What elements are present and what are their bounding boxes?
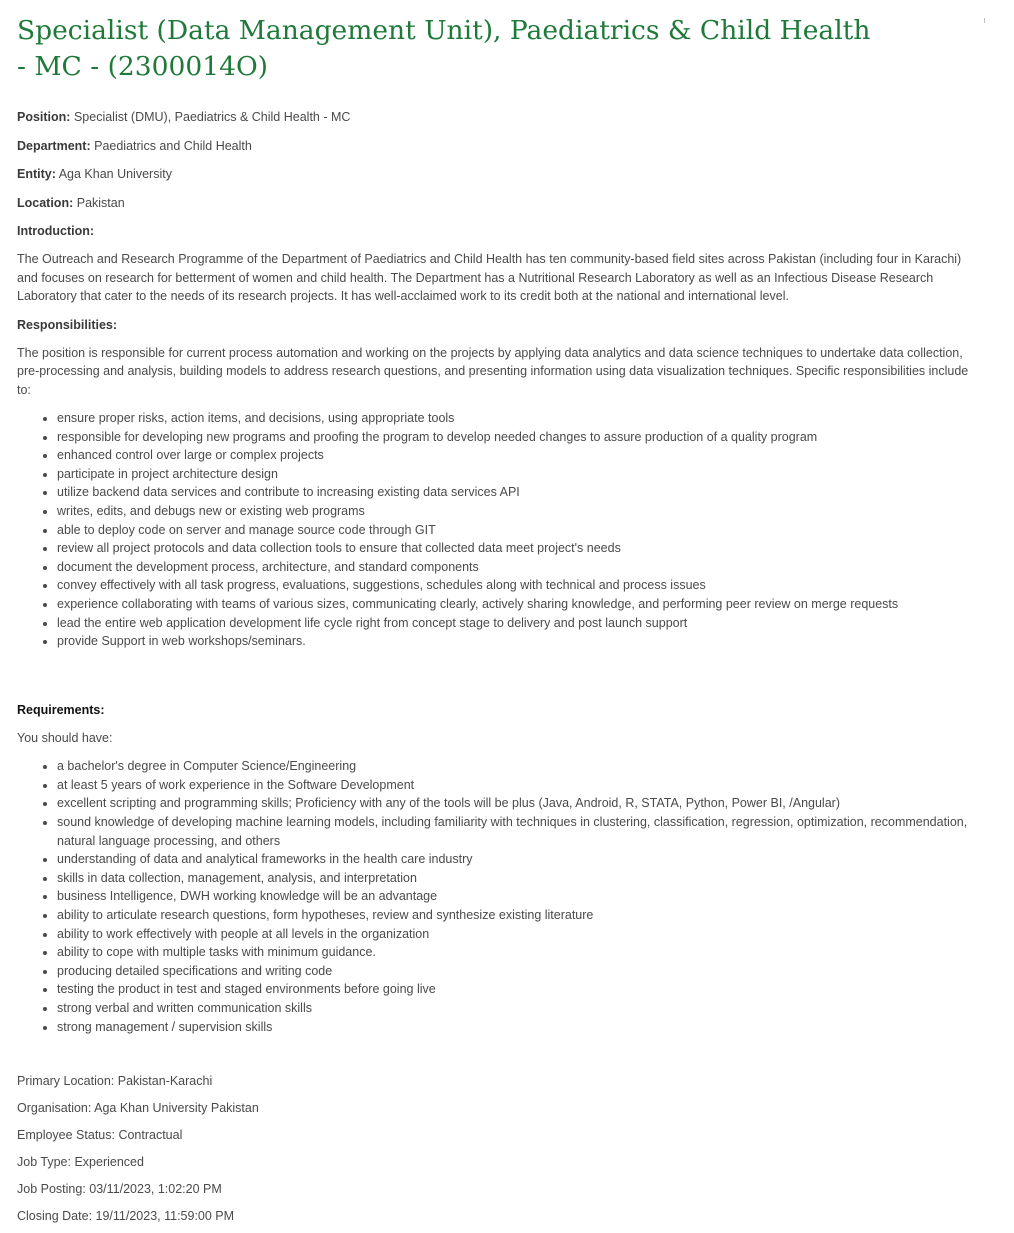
position-value: Specialist (DMU), Paediatrics & Child Health - MC bbox=[73, 110, 351, 124]
requirements-heading: Requirements: bbox=[17, 702, 105, 717]
list-item: • skills in data collection, management, analysis, and interpretation bbox=[57, 869, 982, 888]
list-item: • experience collaborating with teams of various sizes, communicating clearly, actively sharing knowledge, and performing peer review on merge requests bbox=[57, 595, 982, 614]
list-item: • writes, edits, and debugs new or existing web programs bbox=[57, 502, 982, 521]
organisation: Organisation: Aga Khan University Pakistan bbox=[17, 1101, 259, 1116]
list-item: • ability to articulate research questions, form hypotheses, review and synthesize existing literature bbox=[57, 906, 982, 925]
list-item: • business Intelligence, DWH working knowledge will be an advantage bbox=[57, 887, 982, 906]
scroll-marker bbox=[984, 18, 985, 23]
list-item: • ensure proper risks, action items, and decisions, using appropriate tools bbox=[57, 409, 982, 428]
position-field bbox=[17, 108, 982, 126]
list-item: • able to deploy code on server and manage source code through GIT bbox=[57, 521, 982, 540]
list-item: • provide Support in web workshops/seminars. bbox=[57, 632, 982, 651]
list-item: • strong management / supervision skills bbox=[57, 1018, 982, 1037]
responsibilities-list bbox=[17, 409, 982, 651]
responsibilities-heading: Responsibilities: bbox=[17, 317, 118, 332]
job-title: Specialist (Data Management Unit), Paediatrics & Child Health - MC - (2300014O) bbox=[17, 15, 871, 82]
list-item: • enhanced control over large or complex projects bbox=[57, 446, 982, 465]
job-posting-date: Job Posting: 03/11/2023, 1:02:20 PM bbox=[17, 1182, 222, 1197]
department-value: Paediatrics and Child Health bbox=[94, 138, 252, 153]
list-item: • excellent scripting and programming skills; Proficiency with any of the tools will be plus (Java, Android, R, STATA, Python, Power BI, /Angular) bbox=[57, 794, 982, 813]
primary-location: Primary Location: Pakistan-Karachi bbox=[17, 1074, 213, 1089]
list-item: • at least 5 years of work experience in the Software Development bbox=[57, 776, 982, 795]
list-item: • participate in project architecture design bbox=[57, 465, 982, 484]
list-item: • ability to work effectively with people at all levels in the organization bbox=[57, 925, 982, 944]
location-value: Pakistan bbox=[76, 195, 125, 210]
list-item: • responsible for developing new programs and proofing the program to develop needed changes to assure production of a quality program bbox=[57, 428, 982, 447]
entity-label: Entity: bbox=[17, 167, 56, 181]
list-item: • review all project protocols and data collection tools to ensure that collected data meet project's needs bbox=[57, 539, 982, 558]
list-item: • strong verbal and written communication skills bbox=[57, 999, 982, 1018]
list-item: • document the development process, architecture, and standard components bbox=[57, 558, 982, 577]
list-item: • producing detailed specifications and writing code bbox=[57, 962, 982, 981]
employee-status: Employee Status: Contractual bbox=[17, 1128, 183, 1143]
job-type: Job Type: Experienced bbox=[17, 1155, 144, 1170]
department-field bbox=[17, 137, 982, 155]
list-item: • testing the product in test and staged environments before going live bbox=[57, 980, 982, 999]
requirements-list bbox=[17, 757, 982, 1036]
location-field bbox=[17, 194, 982, 212]
closing-date: Closing Date: 19/11/2023, 11:59:00 PM bbox=[17, 1209, 235, 1224]
list-item: • utilize backend data services and contribute to increasing existing data services API bbox=[57, 483, 982, 502]
entity-value: Aga Khan University bbox=[58, 167, 172, 181]
position-label: Position: bbox=[17, 110, 71, 124]
requirements-intro: You should have: bbox=[17, 730, 113, 745]
responsibilities-text: The position is responsible for current process automation and working on the projects by applying data analytics and data science techniques to undertake data collection, pre-processing and analysis, building models to address research questions, and presenting information using data visualization techniques. Specific responsibilities include to: bbox=[17, 345, 969, 397]
list-item: • a bachelor's degree in Computer Science/Engineering bbox=[57, 757, 982, 776]
department-label: Department: bbox=[17, 138, 91, 153]
entity-field bbox=[17, 165, 982, 183]
list-item: • lead the entire web application development life cycle right from concept stage to delivery and post launch support bbox=[57, 614, 982, 633]
introduction-heading: Introduction: bbox=[17, 224, 95, 238]
job-posting bbox=[17, 0, 982, 1225]
list-item: • convey effectively with all task progress, evaluations, suggestions, schedules along with technical and process issues bbox=[57, 576, 982, 595]
list-item: • understanding of data and analytical frameworks in the health care industry bbox=[57, 850, 982, 869]
location-label: Location: bbox=[17, 195, 74, 210]
list-item: • ability to cope with multiple tasks with minimum guidance. bbox=[57, 943, 982, 962]
list-item: • sound knowledge of developing machine learning models, including familiarity with techniques in clustering, classification, regression, optimization, recommendation, natural language processing, and others bbox=[57, 813, 982, 850]
introduction-text: The Outreach and Research Programme of the Department of Paediatrics and Child Health has ten community-based field sites across Pakistan (including four in Karachi) and focuses on research for betterment of women and child health. The Department has a Nutritional Research Laboratory as well as an Infectious Disease Research Laboratory that cater to the needs of its research projects. It has well-acclaimed work to its credit both at the national and international level. bbox=[17, 252, 962, 303]
